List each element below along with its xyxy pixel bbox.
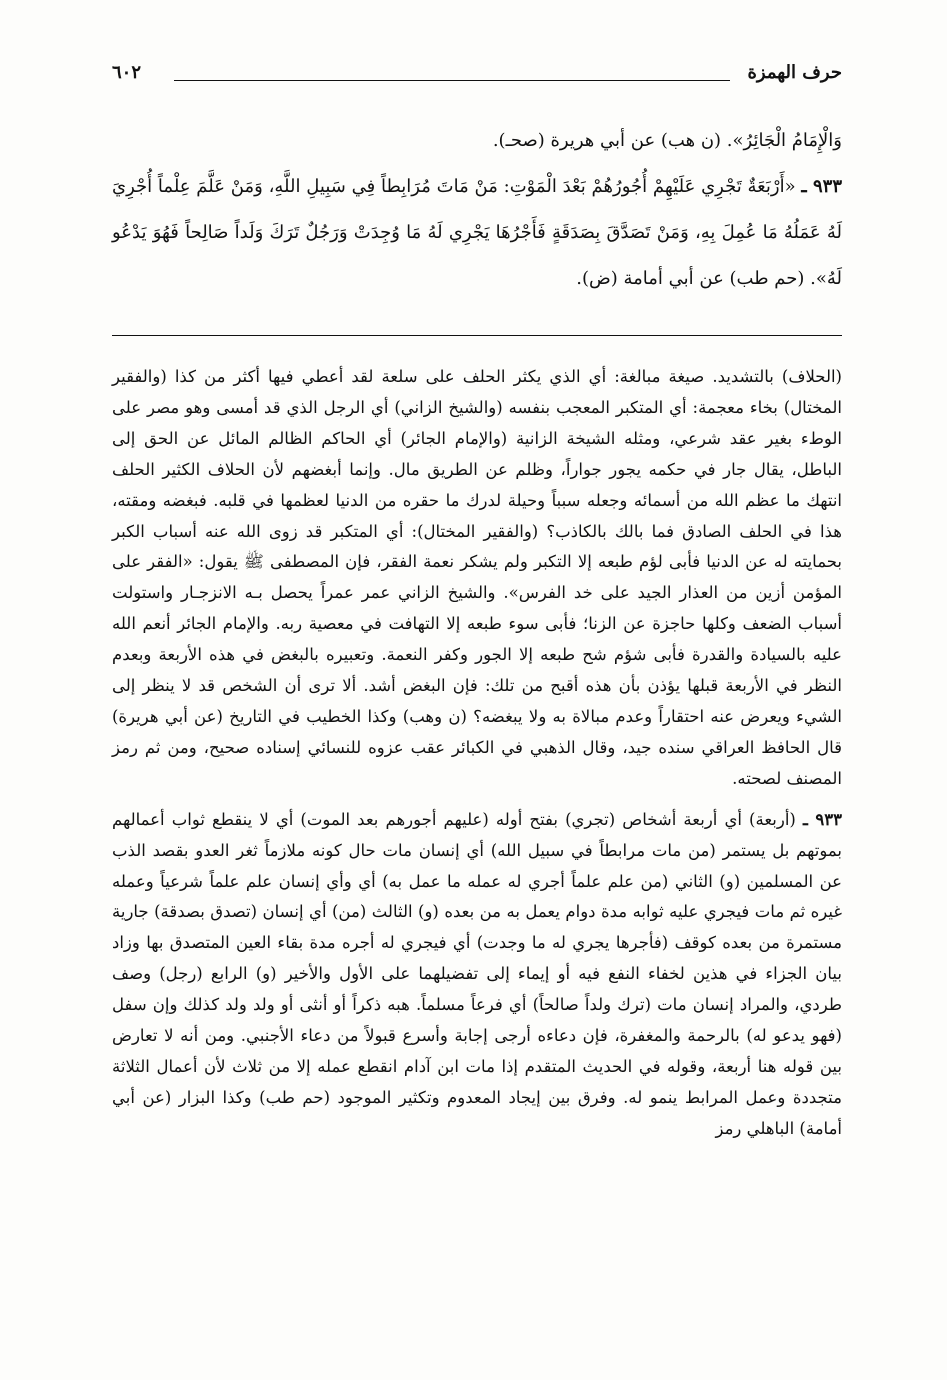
chapter-title: حرف الهمزة [747,62,842,83]
commentary-body: (أربعة) أي أربعة أشخاص (تجري) بفتح أوله (عليهم أجورهم بعد الموت) أي لا ينقطع ثواب أعمالهم بموتهم بل يستمر (من مات مرابطاً في سبيل الله) أي إنسان مات حال كونه ملازماً ثغر العدو بقصد الذب عن المسلمين (و) الثاني (من علم علماً أجري له عمله ما عمل به) أي وأي إنسان علم علماً شرعياً وعمله غيره ثم مات فيجري عليه ثوابه مدة دوام يعمل به من بعده (و) الثالث (من) أي إنسان (تصدق بصدقة) جارية مستمرة من بعده كوقف (فأجرها يجري له ما وجدت) أي فيجري له أجره مدة بقاء العين المتصدق بها وزاد بيان الجزاء في هذين لخفاء النفع فيه أو إيماء إلى تفضيلهما على الأول والأخير (و) الرابع (رجل) وصف طردي، والمراد إنسان مات (ترك ولداً صالحاً) أي فرعاً مسلماً. هبه ذكراً أو أنثى أو ولد ولد كذلك وإن سفل (فهو يدعو له) بالرحمة والمغفرة، فإن دعاءه أرجى إجابة وأسرع قبولاً من دعاء الأجنبي. ومن أنه لا تعارض بين قوله هنا أربعة، وقوله في الحديث المتقدم إذا مات ابن آدام انقطع عمله إلا من ثلاث لأن أعمال الثلاثة متجددة وعمل المرابط ينمو له. وفرق بين إيجاد المعدوم وتكثير الموجود (حم طب) وكذا البزار (عن أبي أمامة) الباهلي رمز [112,809,842,1138]
commentary-number: ٩٣٣ ـ [802,809,842,829]
hadith-text [112,118,842,302]
separator-rule [112,335,842,336]
page-number: ٦٠٢ [112,62,142,83]
commentary-paragraph: (الحلاف) بالتشديد. صيغة مبالغة: أي الذي يكثر الحلف على سلعة لقد أعطي فيها أكثر من كذا (والفقير المختال) بخاء معجمة: أي المتكبر المعجب بنفسه (والشيخ الزاني) أي الرجل الذي قد أمسى وهو مصر على الوطء بغير عقد شرعي، ومثله الشيخة الزانية (والإمام الجائر) أي الحاكم الظالم المائل عن الحق إلى الباطل، يقال جار في حكمه يجور جواراً، وظلم عن الطريق مال. وإنما أبغضهم لأن الحلاف الكثير الحلف انتهك ما عظم الله من أسمائه وجعله سبباً وحيلة لدرك ما حقره من الدنيا لعظمها في قلبه. فبغضه ومقته، هذا في الحلف الصادق فما بالك بالكاذب؟ (والفقير المختال): أي المتكبر قد زوى الله عنه أسباب الكبر بحمايته له عن الدنيا فأبى لؤم طبعه إلا التكبر ولم يشكر نعمة الفقر، فإن المصطفى ﷺ يقول: «الفقر على المؤمن أزين من العذار الجيد على خد الفرس». والشيخ الزاني عمر عمراً يحصل بـه الانزجـار واستولت أسباب الضعف وكلها حاجزة عن الزنا؛ فأبى سوء طبعه إلا التهافت في معصية ربه. والإمام الجائر أنعم الله عليه بالسيادة والقدرة فأبى شؤم شح طبعه إلا الجور وكفر النعمة. وتعبيره بالبغض في هذه الأربعة وبعدم النظر في الأربعة قبلها يؤذن بأن هذه أقبح من تلك: فإن البغض أشد. ألا ترى أن الشخص قد لا ينظر إلى الشيء ويعرض عنه احتقاراً وعدم مبالاة به ولا يبغضه؟ (ن وهب) وكذا الخطيب في التاريخ (عن أبي هريرة) قال الحافظ العراقي سنده جيد، وقال الذهبي في الكبائر عقب عزوه للنسائي إسناده صحيح، ومن ثم رمز المصنف لصحته. [112,367,842,788]
hadith-933 [112,164,842,302]
commentary [112,362,842,1145]
hadith-number: ٩٣٣ ـ [801,176,843,197]
commentary-paragraph-933 [112,805,842,1145]
hadith-body: «أَرْبَعَةٌ تَجْرِي عَلَيْهِمْ أُجُورُهُمْ بَعْدَ الْمَوْتِ: مَنْ مَاتَ مُرَابِطاً فِي سَبِيلِ اللَّهِ، وَمَنْ عَلَّمَ عِلْماً أُجْرِيَ لَهُ عَمَلُهُ مَا عُمِلَ بِهِ، وَمَنْ تَصَدَّقَ بِصَدَقَةٍ فَأَجْرُهَا يَجْرِي لَهُ مَا وُجِدَتْ وَرَجُلٌ تَرَكَ وَلَداً صَالِحاً فَهُوَ يَدْعُو لَهُ». (حم طب) عن أبي أمامة (ض). [112,176,842,289]
hadith-continuation: وَالْإِمَامُ الْجَائِرُ». (ن هب) عن أبي هريرة (صحـ). [492,130,842,151]
header-rule [174,80,730,81]
page-header [112,58,842,92]
